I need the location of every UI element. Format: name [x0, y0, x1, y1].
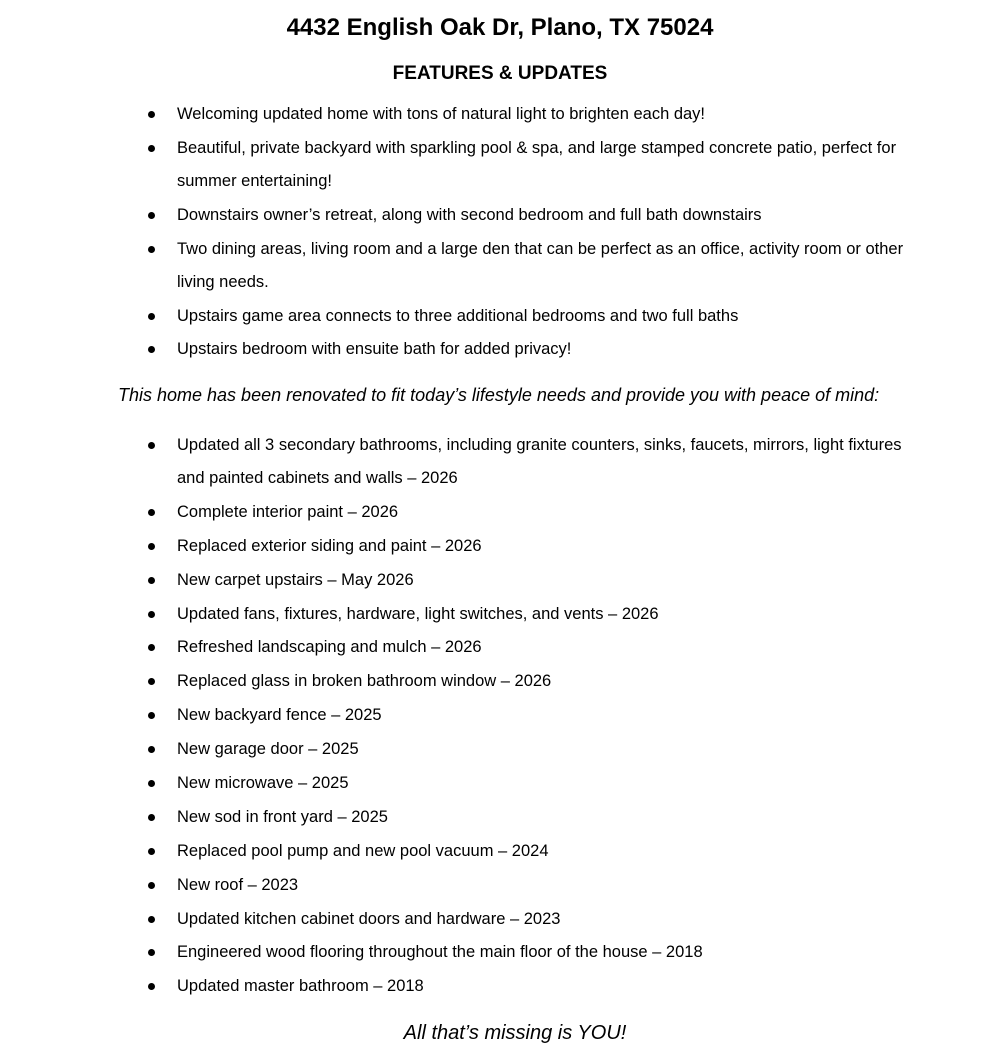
bullet-icon — [148, 882, 155, 889]
bullet-icon — [148, 346, 155, 353]
list-item-text: Updated master bathroom – 2018 — [177, 977, 424, 996]
list-item — [0, 98, 1000, 131]
list-item-text: Replaced exterior siding and paint – 2026 — [177, 536, 482, 555]
bullet-icon — [148, 848, 155, 855]
bullet-icon — [148, 644, 155, 651]
list-item-text: Updated fans, fixtures, hardware, light switches, and vents – 2026 — [177, 604, 659, 623]
list-item — [0, 733, 1000, 766]
bullet-icon — [148, 949, 155, 956]
list-item-text: Replaced glass in broken bathroom window – 2026 — [177, 672, 552, 691]
bullet-icon — [148, 746, 155, 753]
bullet-icon — [148, 509, 155, 516]
list-item-text: Downstairs owner’s retreat, along with second bedroom and full bath downstairs — [177, 205, 762, 224]
list-item-text: Two dining areas, living room and a large den that can be perfect as an office, activity room or other living needs. — [177, 239, 904, 291]
list-item — [0, 199, 1000, 232]
bullet-icon — [148, 983, 155, 990]
bullet-icon — [148, 442, 155, 449]
list-item — [0, 300, 1000, 333]
bullet-icon — [148, 577, 155, 584]
bullet-icon — [148, 814, 155, 821]
bullet-icon — [148, 145, 155, 152]
bullet-icon — [148, 246, 155, 253]
list-item-text: Beautiful, private backyard with sparkling pool & spa, and large stamped concrete patio, perfect for summer entertaining! — [177, 138, 897, 190]
list-item — [0, 530, 1000, 563]
bullet-icon — [148, 212, 155, 219]
list-item-text: Updated kitchen cabinet doors and hardware – 2023 — [177, 909, 561, 928]
bullet-icon — [148, 611, 155, 618]
list-item — [0, 333, 1000, 366]
document-title: 4432 English Oak Dr, Plano, TX 75024 — [286, 14, 714, 41]
bullet-icon — [148, 780, 155, 787]
list-item-text: Upstairs bedroom with ensuite bath for added privacy! — [177, 340, 572, 359]
list-item — [0, 801, 1000, 834]
list-item — [0, 699, 1000, 732]
list-item — [0, 835, 1000, 868]
list-item-text: Engineered wood flooring throughout the main floor of the house – 2018 — [177, 943, 703, 962]
list-item-text: Updated all 3 secondary bathrooms, including granite counters, sinks, faucets, mirrors, light fixtures and painted cabinets and walls – 2026 — [177, 436, 902, 487]
list-item — [0, 970, 1000, 1003]
list-item — [0, 564, 1000, 597]
bullet-icon — [148, 712, 155, 719]
bullet-icon — [148, 313, 155, 320]
bullet-icon — [148, 111, 155, 118]
list-item-text: Replaced pool pump and new pool vacuum – 2024 — [177, 841, 549, 860]
closing-line: All that’s missing is YOU! — [403, 1022, 627, 1044]
list-item — [0, 132, 1000, 198]
list-item — [0, 429, 1000, 495]
intro-text: This home has been renovated to fit today’s lifestyle needs and provide you with peace of mind: — [118, 385, 880, 405]
list-item-text: New microwave – 2025 — [177, 774, 349, 793]
bullet-icon — [148, 916, 155, 923]
list-item-text: New sod in front yard – 2025 — [177, 807, 388, 826]
section-heading: FEATURES & UPDATES — [392, 63, 608, 84]
list-item — [0, 767, 1000, 800]
updates-list — [0, 429, 1000, 1004]
list-item-text: Upstairs game area connects to three additional bedrooms and two full baths — [177, 306, 739, 325]
list-item-text: New carpet upstairs – May 2026 — [177, 570, 414, 589]
bullet-icon — [148, 543, 155, 550]
list-item-text: New garage door – 2025 — [177, 740, 359, 759]
list-item — [0, 631, 1000, 664]
list-item-text: Welcoming updated home with tons of natural light to brighten each day! — [177, 105, 706, 123]
list-item — [0, 903, 1000, 936]
bullet-icon — [148, 678, 155, 685]
list-item-text: Refreshed landscaping and mulch – 2026 — [177, 638, 482, 657]
list-item — [0, 233, 1000, 299]
features-list — [0, 98, 1000, 367]
list-item-text: Complete interior paint – 2026 — [177, 502, 399, 521]
list-item — [0, 665, 1000, 698]
list-item — [0, 598, 1000, 631]
list-item-text: New roof – 2023 — [177, 875, 299, 894]
list-item — [0, 496, 1000, 529]
list-item — [0, 869, 1000, 902]
list-item-text: New backyard fence – 2025 — [177, 706, 382, 725]
list-item — [0, 936, 1000, 969]
